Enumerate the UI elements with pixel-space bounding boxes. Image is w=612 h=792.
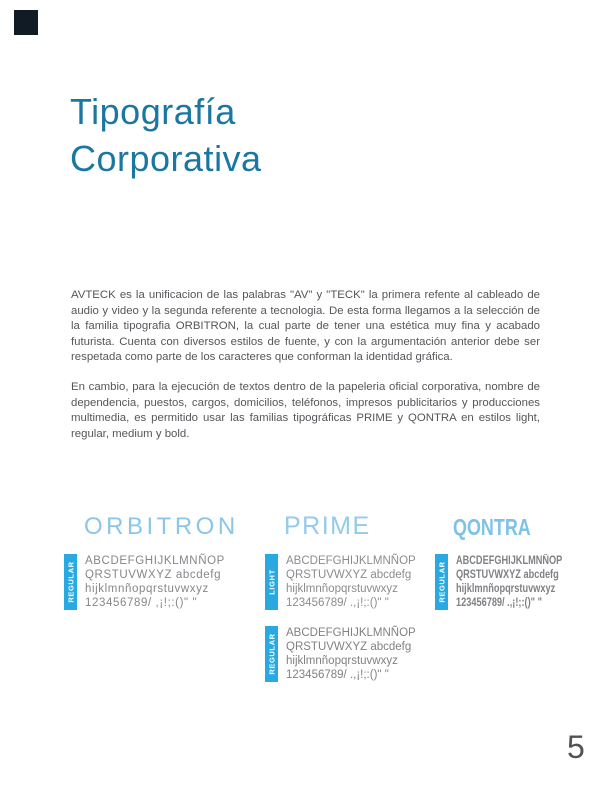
specimen-line: 123456789/ .,¡!;:()" " [286,597,389,609]
weight-label-text: REGULAR [267,633,276,675]
specimen-alphabet [286,626,416,682]
specimen-alphabet [456,554,562,610]
specimen-prime-regular [265,626,416,682]
specimen-alphabet [85,554,225,610]
font-family-header-orbitron: ORBITRON [84,513,239,540]
specimen-line: hijklmnñopqrstuvwxyz [85,583,209,595]
corner-square-mark [14,10,38,35]
specimen-line: QRSTUVWXYZ abcdefg [286,569,412,581]
specimen-line: hijklmnñopqrstuvwxyz [286,583,398,595]
font-family-header-qontra: QONTRA [453,514,531,540]
specimen-line: hijklmnñopqrstuvwxyz [456,583,556,595]
page-title [70,88,262,182]
specimen-line: 123456789/ .,¡!;:()" " [286,669,389,681]
specimen-line: ABCDEFGHIJKLMNÑOP [456,555,563,567]
specimen-alphabet [286,554,416,610]
page-title-line2: Corporativa [70,138,262,179]
weight-label-badge [435,554,448,610]
specimen-line: hijklmnñopqrstuvwxyz [286,655,398,667]
page-title-line1: Tipografía [70,91,236,132]
weight-label-badge [265,554,278,610]
specimen-line: QRSTUVWXYZ abcdefg [456,569,559,581]
specimen-prime-light [265,554,416,610]
specimen-qontra-regular [435,554,589,610]
page-number: 5 [567,729,585,765]
specimen-orbitron-regular [64,554,225,610]
weight-label-text: LIGHT [267,569,276,595]
specimen-line: 123456789/ .,¡!;:()" " [456,597,542,609]
weight-label-badge [265,626,278,682]
specimen-line: QRSTUVWXYZ abcdefg [85,569,222,581]
specimen-line: ABCDEFGHIJKLMNÑOP [85,555,225,567]
font-family-header-prime: PRIME [284,512,371,540]
specimen-line: QRSTUVWXYZ abcdefg [286,641,412,653]
body-paragraph-1: AVTECK es la unificacion de las palabras "AV" y "TECK" la primera refente al cableado de audio y video y la segunda referente a tecnologia. De esta forma llegamos a la selección de la familia tipografia ORBITRON, la cual parte de tener una estética muy fina y acabado futurista. Cuenta con diversos estilos de fuente, y con la argumentación anterior debe ser respetada como parte de los caracteres que conforman la identidad gráfica. [71,289,540,364]
body-paragraph-2: En cambio, para la ejecución de textos dentro de la papeleria oficial corporativa, nombre de dependencia, puestos, cargos, domicilios, teléfonos, impresos publicitarios y producciones multimedia, es permitido usar las familias tipográficas PRIME y QONTRA en estilos light, regular, medium y bold. [71,380,540,440]
specimen-line: ABCDEFGHIJKLMNÑOP [286,555,416,567]
weight-label-text: REGULAR [437,561,446,603]
weight-label-badge [64,554,77,610]
weight-label-text: REGULAR [66,561,75,603]
body-text [71,288,540,456]
specimen-line: ABCDEFGHIJKLMNÑOP [286,627,416,639]
specimen-line: 123456789/ ,¡!;:()" " [85,597,198,609]
